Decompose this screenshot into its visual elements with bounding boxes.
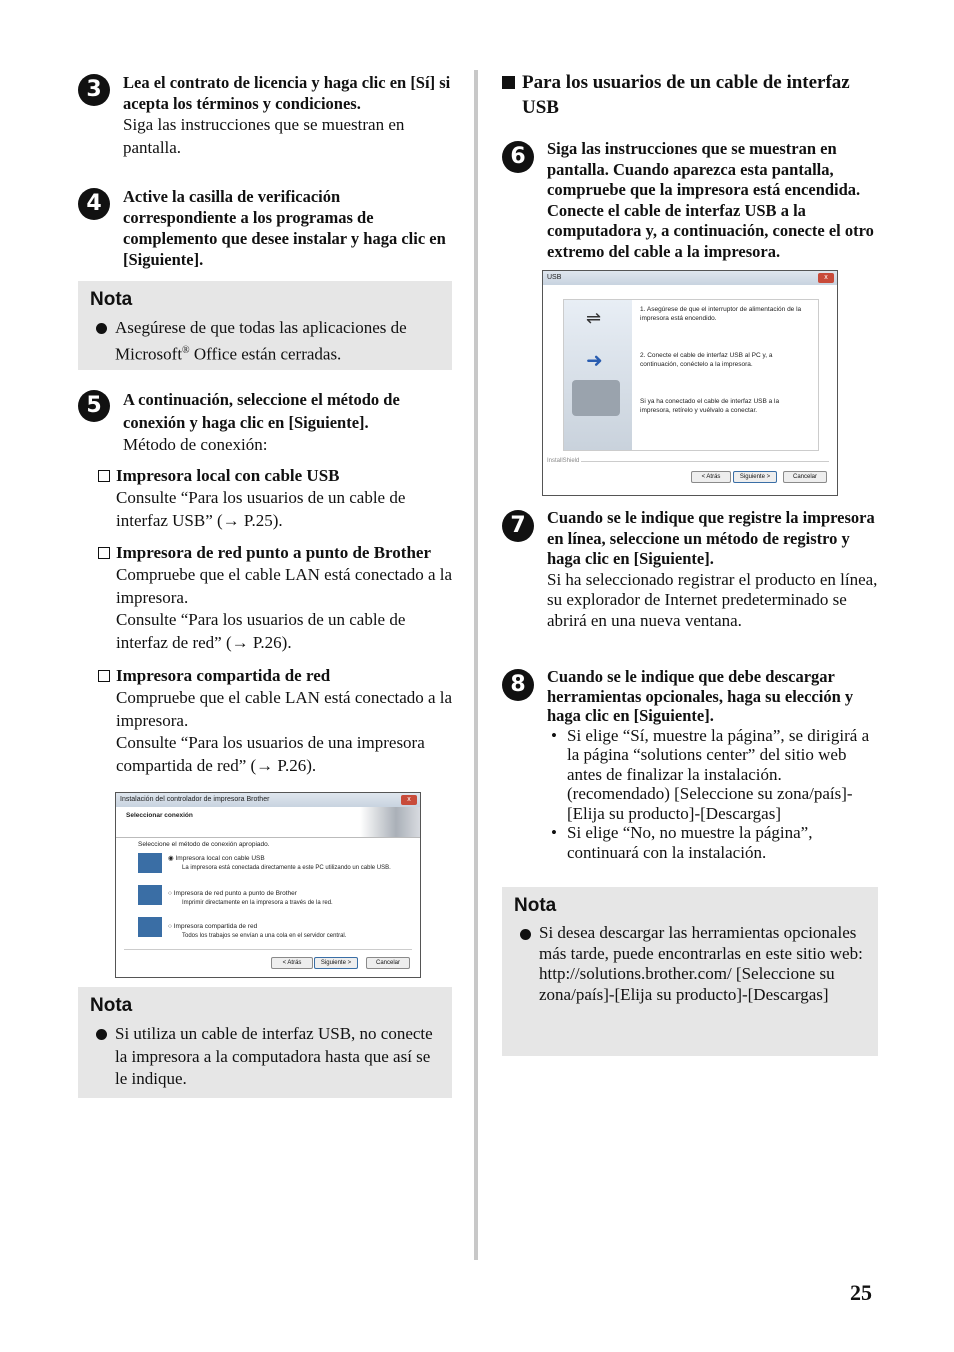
step-number-4: 4 (78, 188, 110, 220)
usb-dialog-screenshot: USB x ⇌ ➜ 1. Asegúrese de que el interruptor de alimentación de la impresora está encendido. 2. Conecte el cable de interfaz USB al PC y, a continuación, conéctelo a la impresora. Si ya ha conectado el cable de interfaz USB a la impresora, retírelo y vuélvalo a conectar. InstallShield < Atrás Siguiente > Cancelar (542, 270, 838, 496)
list-item: • Si elige “No, no muestre la página”, continuará con la instalación. (551, 823, 813, 862)
shared-printer-icon (138, 917, 162, 937)
arrow-icon: ➜ (586, 350, 603, 372)
brother-logo-graphic (360, 807, 420, 837)
usb-printer-icon (138, 853, 162, 873)
close-icon: x (401, 795, 417, 805)
step-8 (502, 667, 878, 862)
step-8-instruction: Cuando se le indique que debe descargar herramientas opcionales, haga su elección y haga clic en [Siguiente]. (547, 667, 854, 725)
step-7 (502, 508, 878, 631)
bullet-icon (96, 323, 107, 334)
note-item: Si utiliza un cable de interfaz USB, no conecte la impresora a la computadora hasta que así se le indique. (90, 1023, 440, 1091)
step-4 (78, 186, 452, 270)
step-number-6: 6 (502, 141, 534, 173)
dialog-panel: ⇌ ➜ 1. Asegúrese de que el interruptor de alimentación de la impresora está encendido. 2. Conecte el cable de interfaz USB al PC y, a continuación, conéctelo a la impresora. Si ya ha conectado el cable de interfaz USB a la impresora, retírelo y vuélvalo a conectar. (563, 299, 819, 451)
step-7-instruction: Cuando se le indique que registre la impresora en línea, seleccione un método de registro y haga clic en [Siguiente]. (547, 508, 875, 568)
usb-cable-image (564, 300, 632, 450)
section-heading: Para los usuarios de un cable de interfaz USB (502, 70, 878, 120)
cancel-button[interactable]: Cancelar (783, 471, 827, 483)
page-number: 25 (850, 1280, 872, 1305)
back-button[interactable]: < Atrás (271, 957, 313, 969)
column-divider (474, 70, 478, 1260)
step-3 (78, 72, 452, 159)
note-box-2 (78, 987, 452, 1098)
step-5-detail: Método de conexión: (123, 435, 268, 454)
usb-plug-icon (572, 380, 620, 416)
next-button[interactable]: Siguiente > (314, 957, 358, 969)
radio-usb[interactable]: ◉ Impresora local con cable USB (168, 855, 265, 862)
usb-icon: ⇌ (586, 308, 602, 328)
step-number-7: 7 (502, 510, 534, 542)
note-box-1 (78, 281, 452, 370)
option-network-shared: Impresora compartida de red Compruebe que el cable LAN está conectado a la impresora. Consulte “Para los usuarios de una impresora compartida de red” (→ P.26). (98, 665, 454, 777)
square-bullet-icon (502, 76, 515, 89)
step-6-instruction: Siga las instrucciones que se muestran en pantalla. Cuando aparezca esta pantalla, compruebe que la impresora está encendida. Conecte el cable de interfaz USB a la computadora y, a continuación, conecte el otro extremo del cable a la impresora. (547, 139, 874, 261)
network-printer-icon (138, 885, 162, 905)
radio-network[interactable]: ○ Impresora de red punto a punto de Brother (168, 890, 297, 897)
bullet-icon (520, 929, 531, 940)
step-3-instruction: Lea el contrato de licencia y haga clic en [Sí] si acepta los términos y condiciones. (123, 73, 451, 113)
back-button[interactable]: < Atrás (691, 471, 731, 483)
step-3-detail: Siga las instrucciones que se muestran en pantalla. (123, 115, 405, 157)
step-number-3: 3 (78, 74, 110, 106)
note-title: Nota (90, 289, 133, 310)
option-usb: Impresora local con cable USB Consulte “Para los usuarios de un cable de interfaz USB” (→ P.25). (98, 465, 454, 532)
note-title: Nota (514, 895, 557, 916)
checkbox-icon (98, 470, 110, 482)
step-number-8: 8 (502, 669, 534, 701)
next-button[interactable]: Siguiente > (733, 471, 777, 483)
dialog-title-bar: USB x (543, 271, 837, 285)
connection-dialog-screenshot: Instalación del controlador de impresora Brother x Seleccionar conexión Seleccione el método de conexión apropiado. ◉ Impresora local con cable USB La impresora está conectada directamente a este PC utilizando un cable USB. ○ Impresora de red punto a punto de Brother Imprimir directamente en la impresora a través de la red. ○ Impresora compartida de red Todos los trabajos se envían a una cola en el servidor central. < Atrás Siguiente > Cancelar (115, 792, 421, 978)
cancel-button[interactable]: Cancelar (366, 957, 410, 969)
option-network-p2p: Impresora de red punto a punto de Brother Compruebe que el cable LAN está conectado a la impresora. Consulte “Para los usuarios de un cable de interfaz de red” (→ P.26). (98, 542, 454, 654)
step-5 (78, 388, 452, 457)
dialog-title-bar: Instalación del controlador de impresora Brother x (116, 793, 420, 807)
list-item: • Si elige “Sí, muestre la página”, se dirigirá a la página “solutions center” del sitio web antes de finalizar la instalación. (recomendado) [Seleccione su zona/país]-[Elija su producto]-[Descargas] (551, 725, 870, 823)
step-5-instruction: A continuación, seleccione el método de conexión y haga clic en [Siguiente]. (123, 390, 400, 432)
step-4-instruction: Active la casilla de verificación correspondiente a los programas de complemento que desee instalar y haga clic en [Siguiente]. (123, 187, 446, 269)
bullet-icon (96, 1029, 107, 1040)
step-7-detail: Si ha seleccionado registrar el producto en línea, su explorador de Internet predeterminado se abrirá en una nueva ventana. (547, 569, 878, 630)
note-item: Asegúrese de que todas las aplicaciones de Microsoft® Office están cerradas. (90, 317, 440, 366)
radio-shared[interactable]: ○ Impresora compartida de red (168, 923, 258, 930)
checkbox-icon (98, 670, 110, 682)
step-6 (502, 139, 878, 262)
note-item: Si desea descargar las herramientas opcionales más tarde, puede encontrarlas en este sitio web: http://solutions.brother.com/ [Seleccione su zona/país]-[Elija su producto]-[Descargas] (514, 923, 866, 1005)
note-box-3 (502, 887, 878, 1056)
checkbox-icon (98, 547, 110, 559)
close-icon: x (818, 273, 834, 283)
step-number-5: 5 (78, 390, 110, 422)
note-title: Nota (90, 995, 133, 1016)
dialog-header: Seleccionar conexión (116, 807, 420, 838)
